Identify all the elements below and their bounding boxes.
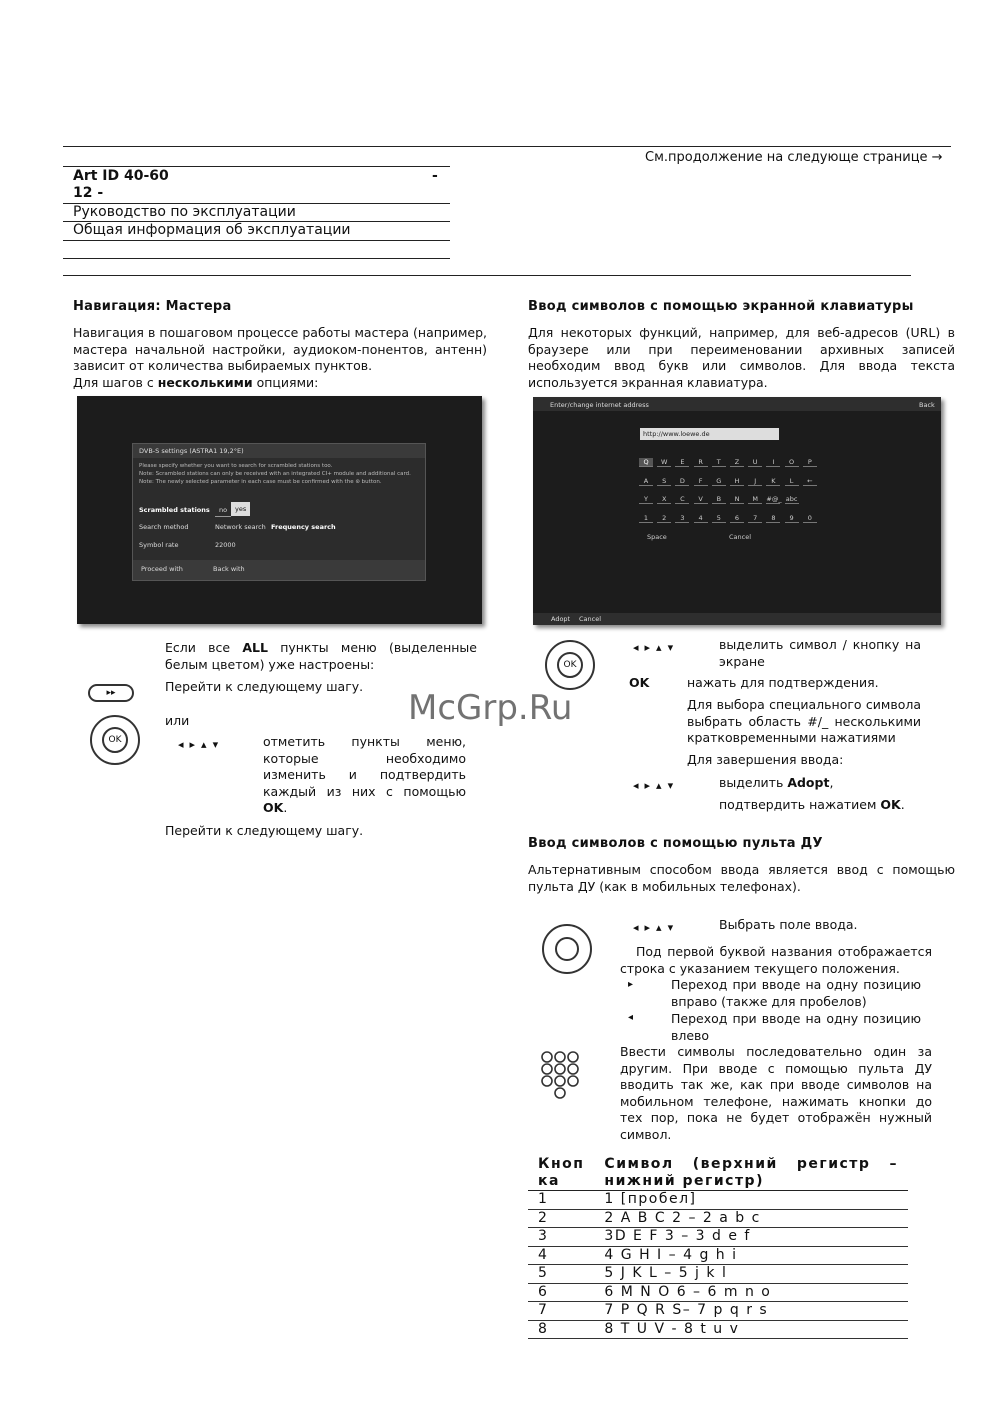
keyboard-key[interactable]: T (712, 458, 726, 467)
ok-label: OK (629, 675, 650, 690)
select-adopt-text: выделить Adopt, (719, 775, 834, 790)
search-method-label: Search method (139, 523, 189, 531)
keyboard-key[interactable]: E (675, 458, 689, 467)
keyboard-key[interactable]: Q (639, 458, 653, 467)
manual-title: Руководство по эксплуатации (73, 204, 296, 220)
proceed-hint: Proceed with (141, 565, 183, 573)
center-button-icon (555, 937, 579, 961)
keyboard-key[interactable]: 1 (639, 514, 653, 523)
right-arrow-icon: ▸ (628, 979, 634, 990)
table-cell: 1 [пробел] (594, 1191, 908, 1210)
keyboard-key[interactable]: 6 (730, 514, 744, 523)
special-char-text: Для выбора специального символа выбрать область #/_ несколькими кратковременными нажатиями (687, 697, 921, 745)
keyboard-key[interactable]: O (785, 458, 799, 467)
cancel-key[interactable]: Cancel (729, 533, 752, 541)
table-row (528, 1302, 908, 1321)
table-row (528, 1320, 908, 1339)
scrambled-label: Scrambled stations (139, 506, 210, 514)
keyboard-key[interactable]: R (694, 458, 708, 467)
table-cell: 1 (528, 1191, 594, 1210)
table-header-symbol: Символ (верхний регистр – нижний регистр) (594, 1156, 908, 1191)
frequency-search-option[interactable]: Frequency search (271, 523, 336, 531)
keyboard-key[interactable]: C (675, 495, 689, 504)
under-letter-text: Под первой буквой названия отображается строка с указанием текущего положения. (620, 944, 932, 976)
forward-button-icon: ▸▸ (88, 684, 134, 702)
table-cell: 8 (528, 1320, 594, 1339)
adopt-button[interactable]: Adopt (551, 615, 571, 623)
arrow-keys-icon: ◂▸▴▾ (633, 921, 680, 934)
keyboard-key[interactable]: P (803, 458, 817, 467)
table-cell: 6 M N O 6 – 6 m n o (594, 1283, 908, 1302)
key-table (528, 1156, 908, 1339)
keyboard-key[interactable]: 5 (712, 514, 726, 523)
keyboard-key[interactable]: N (730, 495, 744, 504)
dvbs-dialog: DVB-S settings (ASTRA1 19,2°E) Please specify whether you want to search for scrambled stations too. Note: Scrambled stations can only be received with an integrated CI+ module and additional card. Note: The newly selected parameter in each case must be confirmed with the ⊛ button. Scrambled stations no yes Search method Network search Frequency search Symbol rate 22000 Proceed with Back with (132, 443, 426, 581)
table-cell: 8 T U V - 8 t u v (594, 1320, 908, 1339)
left-arrow-icon: ◂ (628, 1012, 634, 1023)
continued-note: См.продолжение на следующе странице → (645, 150, 943, 165)
table-cell: 7 (528, 1302, 594, 1321)
keyboard-key[interactable]: I (766, 458, 780, 467)
dialog-title: DVB-S settings (ASTRA1 19,2°E) (139, 447, 244, 455)
keyboard-key[interactable]: 3 (675, 514, 689, 523)
keyboard-key[interactable]: D (675, 477, 689, 486)
table-cell: 3D E F 3 – 3 d e f (594, 1228, 908, 1247)
option-no[interactable]: no (215, 504, 231, 517)
keyboard-key[interactable]: J (748, 477, 762, 486)
art-id-dash: - (432, 168, 438, 184)
header-bottom-rule (63, 275, 911, 276)
keyboard-key[interactable]: #@_ (766, 495, 782, 503)
table-row (528, 1246, 908, 1265)
or-text: или (165, 713, 190, 728)
keyboard-screenshot (533, 397, 941, 625)
page-number: 12 - (73, 185, 104, 201)
keyboard-key[interactable]: K (766, 477, 780, 486)
keyboard-key[interactable]: abc (785, 495, 798, 503)
table-row (528, 1209, 908, 1228)
arrow-keys-icon: ◂▸▴▾ (633, 779, 680, 792)
keyboard-key[interactable]: 8 (766, 514, 780, 523)
move-right-text: Переход при вводе на одну позицию вправо (также для пробелов) (671, 977, 921, 1009)
table-cell: 5 J K L – 5 j k l (594, 1265, 908, 1284)
watermark: McGrp.Ru (408, 688, 573, 728)
keyboard-key[interactable]: W (657, 458, 671, 467)
keyboard-key[interactable]: 0 (803, 514, 817, 523)
art-id: Art ID 40-60 (73, 168, 169, 184)
keyboard-key[interactable]: V (694, 495, 708, 504)
arrow-keys-icon: ◂▸▴▾ (633, 641, 680, 654)
table-row (528, 1191, 908, 1210)
numeric-keypad-icon (538, 1050, 584, 1106)
table-row (528, 1265, 908, 1284)
next-step-text-2: Перейти к следующему шагу. (165, 823, 364, 838)
enter-symbols-text: Ввести символы последовательно один за другим. При вводе с помощью пульта ДУ вводить так же, как при вводе символов на мобильном телефоне, нажимать кнопки до тех пор, пока не будет отображён нужный символ. (620, 1044, 932, 1142)
confirm-ok-text: подтвердить нажатием OK. (719, 797, 905, 812)
table-cell: 2 A B C 2 – 2 a b c (594, 1209, 908, 1228)
left-steps: Для шагов с несколькими опциями: (73, 375, 319, 390)
table-cell: 3 (528, 1228, 594, 1247)
keyboard-title: Enter/change internet address (550, 401, 649, 409)
table-cell: 6 (528, 1283, 594, 1302)
table-row (528, 1283, 908, 1302)
table-cell: 4 G H I – 4 g h i (594, 1246, 908, 1265)
right-intro-1: Для некоторых функций, например, для веб-адресов (URL) в браузере или при переименовании архивных записей необходим ввод букв или символов. Для ввода текста используется экранная клавиатура. (528, 325, 955, 390)
option-yes[interactable]: yes (231, 502, 250, 516)
keyboard-key[interactable]: B (712, 495, 726, 504)
right-heading-2: Ввод символов с помощью пульта ДУ (528, 836, 823, 851)
right-heading-1: Ввод символов с помощью экранной клавиатуры (528, 299, 914, 314)
next-step-text: Перейти к следующему шагу. (165, 679, 364, 694)
right-intro-2: Альтернативным способом ввода является ввод с помощью пульта ДУ (как в мобильных телефонах). (528, 862, 955, 894)
table-header-key: Кноп ка (528, 1156, 594, 1191)
back-hint: Back with (213, 565, 245, 573)
keyboard-key[interactable]: 2 (657, 514, 671, 523)
keyboard-key[interactable]: H (730, 477, 744, 486)
all-configured-text: Если все ALL пункты меню (выделенные белым цветом) уже настроены: (165, 640, 477, 672)
keyboard-key[interactable]: 7 (748, 514, 762, 523)
keyboard-key[interactable]: X (657, 495, 671, 504)
header-rule (63, 240, 450, 241)
arrow-keys-icon: ◂▸▴▾ (178, 738, 225, 751)
wizard-screenshot (77, 396, 482, 624)
keyboard-key[interactable]: U (748, 458, 762, 467)
symbol-rate-value[interactable]: 22000 (215, 541, 236, 549)
keyboard-key[interactable]: G (712, 477, 726, 486)
section-title: Общая информация об эксплуатации (73, 222, 351, 238)
choose-field-text: Выбрать поле ввода. (719, 917, 858, 932)
keyboard-key[interactable]: M (748, 495, 762, 504)
keyboard-back[interactable]: Back (919, 401, 935, 409)
keyboard-key[interactable]: S (657, 477, 671, 486)
ok-button-icon: OK (102, 727, 128, 753)
cancel-button[interactable]: Cancel (579, 615, 602, 623)
symbol-rate-label: Symbol rate (139, 541, 179, 549)
header-rule (63, 258, 450, 259)
left-intro: Навигация в пошаговом процессе работы мастера (например, мастера начальной настройки, аудиоком-понентов, антенн) зависит от количества выбираемых пунктов. (73, 325, 487, 373)
keyboard-key[interactable]: Y (639, 495, 653, 504)
keyboard-key[interactable]: 9 (785, 514, 799, 523)
ok-confirm-text: нажать для подтверждения. (687, 675, 879, 690)
header-top-rule (63, 146, 951, 147)
ok-button-icon: OK (557, 652, 583, 678)
table-row (528, 1228, 908, 1247)
left-heading: Навигация: Мастера (73, 299, 232, 314)
keyboard-key[interactable]: L (785, 477, 799, 486)
space-key[interactable]: Space (647, 533, 667, 541)
url-input[interactable]: http://www.loewe.de (640, 428, 779, 440)
table-cell: 7 P Q R S– 7 p q r s (594, 1302, 908, 1321)
network-search-option[interactable]: Network search (215, 523, 266, 531)
keyboard-key[interactable]: A (639, 477, 653, 486)
move-left-text: Переход при вводе на одну позицию влево (671, 1011, 921, 1043)
finish-text: Для завершения ввода: (687, 752, 844, 767)
select-symbol-text: выделить символ / кнопку на экране (719, 637, 921, 669)
keyboard-key[interactable]: 4 (694, 514, 708, 523)
header-rule (63, 166, 450, 167)
table-cell: 2 (528, 1209, 594, 1228)
keyboard-key[interactable]: ← (803, 477, 817, 486)
keyboard-key[interactable]: F (694, 477, 708, 486)
keyboard-key[interactable]: Z (730, 458, 744, 467)
mark-items-text: отметить пункты меню, которые необходимо изменить и подтвердить каждый из них с помощью OK. (263, 734, 466, 815)
table-cell: 5 (528, 1265, 594, 1284)
table-cell: 4 (528, 1246, 594, 1265)
